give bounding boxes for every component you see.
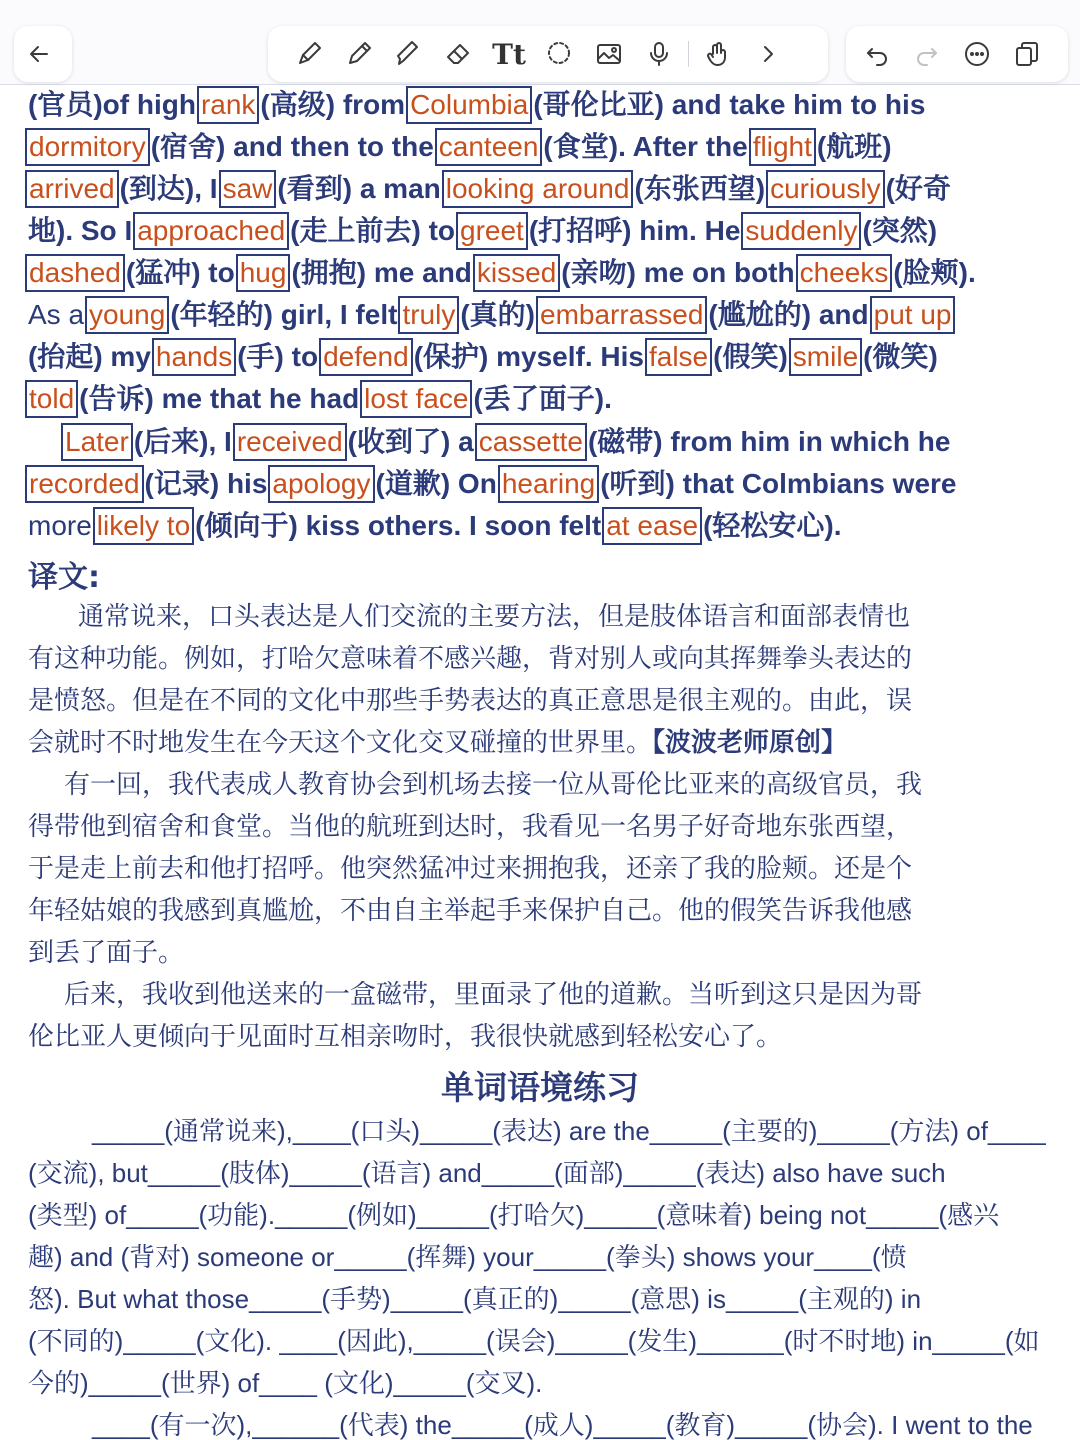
translation-line: 是愤怒。但是在不同的文化中那些手势表达的真正意思是很主观的。由此，误 — [28, 686, 913, 716]
vocab-box: flight — [749, 128, 816, 166]
vocab-box: kissed — [473, 254, 560, 292]
vocab-box: cassette — [475, 423, 587, 461]
author-tag: 【波波老师原创】 — [652, 728, 848, 758]
text: (看到) a man — [277, 173, 441, 204]
translation-line: 伦比亚人更倾向于见面时互相亲吻时，我很快就感到轻松安心了。 — [28, 1022, 783, 1052]
vocab-box: curiously — [766, 170, 884, 208]
translation-line: 到丢了面子。 — [28, 938, 185, 968]
document-page — [0, 84, 1080, 1440]
text: (保护) myself. His — [413, 341, 644, 372]
toolbar — [0, 0, 1080, 85]
vocab-box: at ease — [602, 507, 702, 545]
text: (官员)of high — [28, 89, 196, 120]
passage-line-2 — [24, 127, 892, 167]
text: (航班) — [816, 131, 892, 162]
translation-line — [28, 722, 847, 764]
text: (亲吻) me on both — [561, 257, 795, 288]
text: (轻松安心). — [703, 510, 842, 541]
exercise-line: 怒). But what those_____(手势)_____(真正的)_____(意思) is_____(主观的) in — [28, 1284, 922, 1314]
vocab-box: embarrassed — [536, 296, 707, 334]
exercise-line: (类型) of_____(功能)._____(例如)_____(打哈欠)_____(意味着) being not_____(感兴 — [28, 1200, 1000, 1230]
text: (突然) — [862, 215, 938, 246]
exercise-line: ____(有一次),______(代表) the_____(成人)_____(教育)_____(协会). I went to the — [92, 1410, 1033, 1440]
vocab-box: defend — [319, 338, 413, 376]
passage-line-10 — [24, 464, 956, 504]
translation-line: 年轻姑娘的我感到真尴尬，不由自主举起手来保护自己。他的假笑告诉我他感 — [28, 896, 913, 926]
vocab-box: hands — [152, 338, 236, 376]
exercise-title: 单词语境练习 — [441, 1068, 639, 1107]
vocab-box: likely to — [93, 507, 194, 545]
chevron-right-icon[interactable] — [743, 29, 793, 79]
text-tool-icon[interactable] — [484, 29, 534, 79]
passage-line-4 — [28, 211, 937, 251]
text: (宿舍) and then to the — [150, 131, 434, 162]
vocab-box: rank — [197, 86, 259, 124]
back-arrow-icon[interactable] — [14, 29, 64, 79]
vocab-box: canteen — [435, 128, 543, 166]
text: (丢了面子). — [473, 383, 612, 414]
vocab-box: Later — [61, 423, 133, 461]
pen-icon[interactable] — [284, 29, 334, 79]
text: (假笑) — [713, 341, 788, 372]
vocab-box: hearing — [498, 465, 599, 503]
vocab-box: smile — [789, 338, 862, 376]
vocab-box: cheeks — [796, 254, 893, 292]
more-icon[interactable] — [952, 29, 1002, 79]
text: (手) to — [237, 341, 319, 372]
redo-icon[interactable] — [902, 29, 952, 79]
exercise-line: 趣) and (背对) someone or_____(挥舞) your_____(拳头) shows your____(愤 — [28, 1242, 907, 1272]
vocab-box: recorded — [25, 465, 144, 503]
vocab-box: saw — [219, 170, 277, 208]
microphone-icon[interactable] — [634, 29, 684, 79]
vocab-box: truly — [398, 296, 459, 334]
text: more — [28, 510, 92, 541]
text: (告诉) me that he had — [79, 383, 360, 414]
toolbar-divider — [688, 41, 689, 67]
text: (年轻的) girl, I felt — [170, 299, 398, 330]
vocab-box: arrived — [25, 170, 119, 208]
exercise-line: (不同的)_____(文化). ____(因此),_____(误会)_____(发生)______(时不时地) in_____(如 — [28, 1326, 1040, 1356]
text: (高级) from — [260, 89, 406, 120]
translation-line: 有这种功能。例如，打哈欠意味着不感兴趣，背对别人或向其挥舞拳头表达的 — [28, 644, 913, 674]
text: (脸颊). — [893, 257, 976, 288]
text: (听到) that Colmbians were — [600, 468, 957, 499]
vocab-box: Columbia — [406, 86, 532, 124]
text: (好奇 — [885, 173, 951, 204]
lasso-icon[interactable] — [534, 29, 584, 79]
text: (尴尬的) and — [708, 299, 869, 330]
eraser-icon[interactable] — [434, 29, 484, 79]
translation-line: 于是走上前去和他打招呼。他突然猛冲过来拥抱我，还亲了我的脸颊。还是个 — [28, 854, 913, 884]
text: (收到了) a — [347, 426, 474, 457]
exercise-line: 今的)_____(世界) of____ (文化)_____(交叉). — [28, 1368, 543, 1398]
passage-line-9 — [60, 422, 950, 462]
back-button[interactable] — [14, 26, 72, 82]
text: (食堂). After the — [543, 131, 748, 162]
text: (倾向于) kiss others. I soon felt — [195, 510, 602, 541]
passage-line-3 — [24, 169, 951, 209]
text: (打招呼) him. He — [528, 215, 741, 246]
text: As a — [28, 299, 85, 330]
text: (拥抱) me and — [291, 257, 472, 288]
passage-line-11 — [28, 506, 842, 546]
image-icon[interactable] — [584, 29, 634, 79]
vocab-box: apology — [268, 465, 374, 503]
exercise-line: _____(通常说来),____(口头)_____(表达) are the_____(主要的)_____(方法) of____ — [92, 1116, 1046, 1146]
text: (走上前去) to — [290, 215, 455, 246]
highlighter-icon[interactable] — [384, 29, 434, 79]
text: (后来), I — [133, 426, 232, 457]
translation-line: 通常说来，口头表达是人们交流的主要方法，但是肢体语言和面部表情也 — [78, 602, 911, 632]
undo-icon[interactable] — [852, 29, 902, 79]
translation-line: 得带他到宿舍和食堂。当他的航班到达时，我看见一名男子好奇地东张西望， — [28, 812, 913, 842]
text: (道歉) On — [375, 468, 497, 499]
translation-text: 会就时不时地发生在今天这个文化交叉碰撞的世界里。 — [28, 728, 653, 758]
vocab-box: young — [85, 296, 169, 334]
translation-heading: 译文: — [28, 560, 100, 595]
vocab-box: put up — [870, 296, 956, 334]
text: (真的) — [460, 299, 535, 330]
text-tool-label: Tt — [492, 37, 526, 71]
hand-draw-icon[interactable] — [693, 29, 743, 79]
passage-line-6 — [28, 295, 956, 335]
vocab-box: told — [25, 380, 78, 418]
tools-bar — [268, 26, 828, 82]
vocab-box: lost face — [360, 380, 472, 418]
vocab-box: hug — [236, 254, 291, 292]
text: (猛冲) to — [125, 257, 235, 288]
vocab-box: dashed — [25, 254, 125, 292]
vocab-box: false — [645, 338, 712, 376]
vocab-box: received — [233, 423, 347, 461]
text: (微笑) — [863, 341, 938, 372]
text: (磁带) from him in which he — [587, 426, 951, 457]
vocab-box: suddenly — [741, 212, 861, 250]
exercise-line: (交流), but_____(肢体)_____(语言) and_____(面部)_____(表达) also have such — [28, 1158, 946, 1188]
vocab-box: greet — [456, 212, 528, 250]
vocab-box: dormitory — [25, 128, 150, 166]
pages-icon[interactable] — [1002, 29, 1052, 79]
passage-line-8 — [24, 379, 612, 419]
passage-line-1 — [28, 85, 925, 125]
text: (记录) his — [144, 468, 268, 499]
text: (抬起) my — [28, 341, 151, 372]
passage-line-5 — [24, 253, 976, 293]
passage-line-7 — [28, 337, 938, 377]
translation-line: 有一回，我代表成人教育协会到机场去接一位从哥伦比亚来的高级官员，我 — [64, 770, 923, 800]
text: (东张西望) — [634, 173, 766, 204]
text: (哥伦比亚) and take him to his — [533, 89, 926, 120]
right-actions — [846, 26, 1068, 82]
vocab-box: approached — [133, 212, 289, 250]
pencil-icon[interactable] — [334, 29, 384, 79]
translation-line: 后来，我收到他送来的一盒磁带，里面录了他的道歉。当听到这只是因为哥 — [64, 980, 923, 1010]
vocab-box: looking around — [442, 170, 634, 208]
text: 地). So I — [28, 215, 133, 246]
text: (到达), I — [119, 173, 218, 204]
